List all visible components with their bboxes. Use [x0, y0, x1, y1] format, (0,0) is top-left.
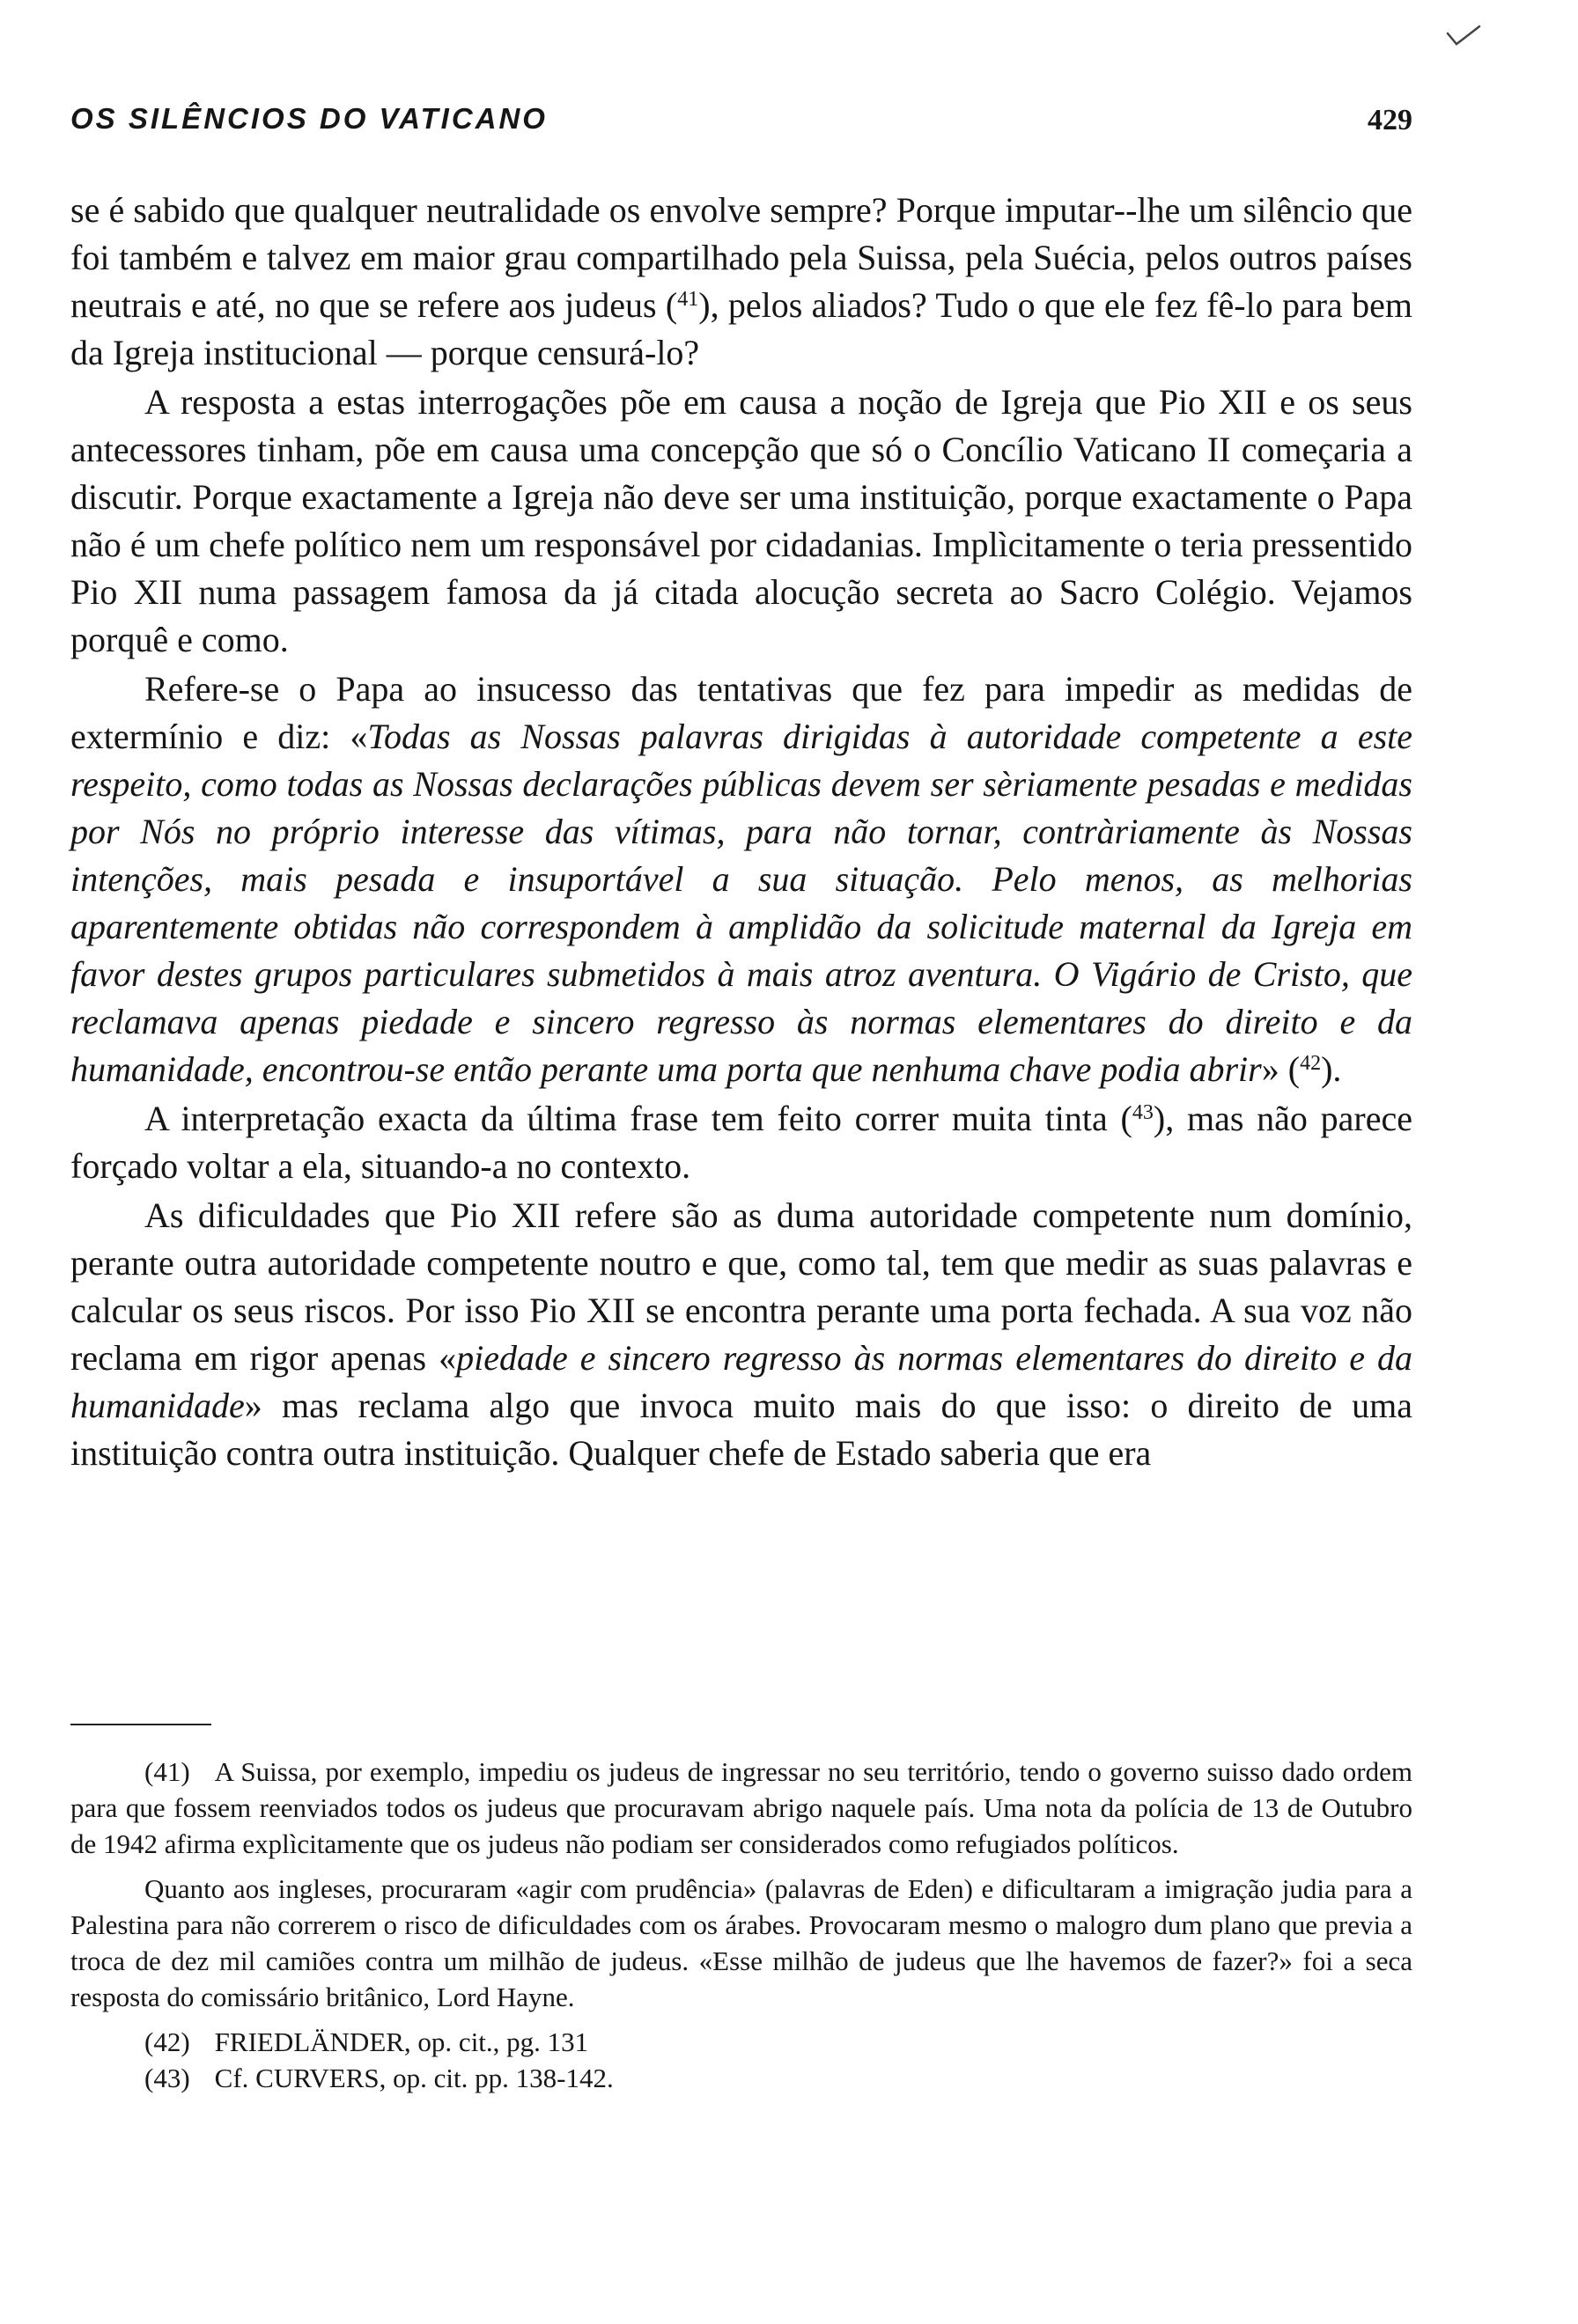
paragraph-1 [70, 187, 1412, 377]
paragraph-3 [70, 666, 1412, 1093]
paragraph-4-tail: ), mas não parece forçado voltar a ela, situando-a no contexto. [70, 1099, 1413, 1186]
footnote-ref-42: 42 [1300, 1051, 1322, 1075]
footnote-42-text: FRIEDLÄNDER, op. cit., pg. 131 [214, 2026, 589, 2057]
footnote-ref-41: 41 [677, 287, 699, 311]
footnote-41 [70, 1754, 1412, 1862]
body-text [70, 187, 1412, 1477]
paragraph-5-lead: As dificuldades que Pio XII refere são as duma autoridade competente num domínio, perante outra autoridade competente noutro e que, como tal, tem que medir as suas palavras e calcular os seus riscos. Por isso Pio XII se encontra perante uma porta fechada. A sua voz não reclama em rigor apenas « [70, 1195, 1412, 1378]
footnote-ref-43: 43 [1132, 1100, 1154, 1124]
footnote-41-text: A Suissa, por exemplo, impediu os judeus de ingressar no seu território, tendo o governo suisso dado ordem para que fossem reenviados todos os judeus que procuravam abrigo naquele país. Uma nota da polícia de 13 de Outubro de 1942 afirma explìcitamente que os judeus não podiam ser considerados como refugiados políticos. [70, 1756, 1412, 1859]
footnotes [70, 1754, 1412, 2096]
footnote-43-text: Cf. CURVERS, op. cit. pp. 138-142. [214, 2063, 614, 2093]
paragraph-3-tail: ). [1321, 1049, 1342, 1089]
handwritten-check-mark [1444, 21, 1497, 56]
quotation-close: » ( [1261, 1049, 1301, 1089]
page-number: 429 [1368, 104, 1412, 136]
paragraph-3-lead: Refere-se o Papa ao insucesso das tentativas que fez para impedir as medidas de extermínio e diz: « [70, 669, 1412, 756]
footnote-41-continuation: Quanto aos ingleses, procuraram «agir com prudência» (palavras de Eden) e dificultaram a imigração judia para a Palestina para não correrem o risco de dificuldades com os árabes. Provocaram mesmo o malogro dum plano que previa a troca de dez mil camiões contra um milhão de judeus. «Esse milhão de judeus que lhe havemos de fazer?» foi a seca resposta do comissário britânico, Lord Hayne. [70, 1873, 1412, 2012]
footnote-42-mark: (42) [144, 2026, 190, 2057]
paragraph-5 [70, 1192, 1412, 1477]
papal-quotation: Todas as Nossas palavras dirigidas à autoridade competente a este respeito, como todas as Nossas declarações públicas devem ser sèriamente pesadas e medidas por Nós no próprio interesse das vítimas, para não tornar, contràriamente às Nossas intenções, mais pesada e insuportável a sua situação. Pelo menos, as melhorias aparentemente obtidas não correspondem à amplidão da solicitude maternal da Igreja em favor destes grupos particulares submetidos à mais atroz aventura. O Vigário de Cristo, que reclamava apenas piedade e sincero regresso às normas elementares do direito e da humanidade, encontrou-se então perante uma porta que nenhuma chave podia abrir [70, 717, 1412, 1089]
paragraph-1-tail: ), pelos aliados? Tudo o que ele fez fê-lo para bem da Igreja institucional — porque censurá-lo? [70, 285, 1412, 372]
paragraph-5-tail: » mas reclama algo que invoca muito mais do que isso: o direito de uma instituição contra outra instituição. Qualquer chefe de Estado saberia que era [70, 1386, 1412, 1473]
footnote-42 [70, 2024, 1412, 2060]
paragraph-4 [70, 1095, 1412, 1190]
paragraph-4-text: A interpretação exacta da última frase tem feito correr muita tinta ( [144, 1099, 1132, 1138]
footnote-43 [70, 2060, 1412, 2096]
book-page [70, 0, 1412, 2324]
footnote-41-mark: (41) [144, 1756, 190, 1787]
footnote-separator [70, 1724, 211, 1725]
quoted-phrase: piedade e sincero regresso às normas elementares do direito e da humanidade [70, 1338, 1413, 1425]
paragraph-2: A resposta a estas interrogações põe em causa a noção de Igreja que Pio XII e os seus antecessores tinham, põe em causa uma concepção que só o Concílio Vaticano II começaria a discutir. Porque exactamente a Igreja não deve ser uma instituição, porque exactamente o Papa não é um chefe político nem um responsável por cidadanias. Implìcitamente o teria pressentido Pio XII numa passagem famosa da já citada alocução secreta ao Sacro Colégio. Vejamos porquê e como. [70, 382, 1412, 659]
running-title: OS SILÊNCIOS DO VATICANO [70, 102, 548, 135]
footnote-43-mark: (43) [144, 2063, 190, 2093]
running-header [70, 95, 1412, 141]
paragraph-1-text: se é sabido que qualquer neutralidade os envolve sempre? Porque imputar--lhe um silêncio que foi também e talvez em maior grau compartilhado pela Suissa, pela Suécia, pelos outros países neutrais e até, no que se refere aos judeus ( [70, 190, 1412, 325]
